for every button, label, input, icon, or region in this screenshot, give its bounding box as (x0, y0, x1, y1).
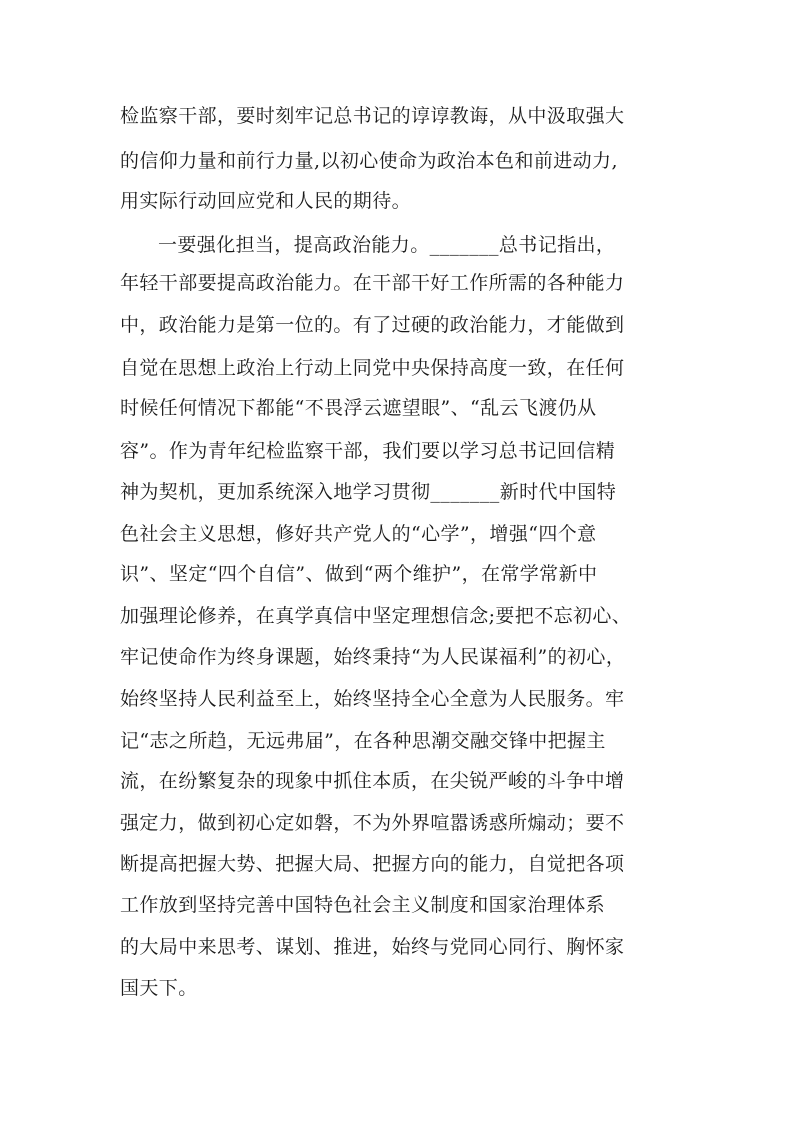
text-line: 流，在纷繁复杂的现象中抓住本质，在尖锐严峻的斗争中增 (120, 770, 625, 792)
text-line: 年轻干部要提高政治能力。在干部干好工作所需的各种能力 (120, 272, 625, 294)
text-line: 色社会主义思想，修好共产党人的“心学”，增强“四个意 (120, 523, 597, 545)
text-line: 断提高把握大势、把握大局、把握方向的能力，自觉把各项 (120, 853, 625, 875)
text-line: 中，政治能力是第一位的。有了过硬的政治能力，才能做到 (120, 314, 625, 336)
text-line: 工作放到坚持完善中国特色社会主义制度和国家治理体系 (120, 894, 606, 916)
text-line: 始终坚持人民利益至上，始终坚持全心全意为人民服务。牢 (120, 688, 625, 710)
text-line: 牢记使命作为终身课题，始终秉持“为人民谋福利”的初心， (120, 646, 626, 668)
text-line: 一要强化担当，提高政治能力。_______总书记指出， (158, 234, 616, 256)
text-line: 的大局中来思考、谋划、推进，始终与党同心同行、胸怀家 (120, 936, 625, 958)
text-line: 检监察干部，要时刻牢记总书记的谆谆教诲，从中汲取强大 (120, 105, 625, 127)
text-line: 神为契机，更加系统深入地学习贯彻_______新时代中国特 (120, 481, 617, 503)
text-line: 容”。作为青年纪检监察干部，我们要以学习总书记回信精 (120, 440, 616, 462)
text-line: 用实际行动回应党和人民的期待。 (120, 190, 412, 212)
text-line: 识”、坚定“四个自信”、做到“两个维护”，在常学常新中 (120, 563, 598, 585)
text-line: 加强理论修养，在真学真信中坚定理想信念;要把不忘初心、 (120, 605, 632, 627)
text-line: 自觉在思想上政治上行动上同党中央保持高度一致，在任何 (120, 357, 625, 379)
text-line: 时候任何情况下都能“不畏浮云遮望眼”、“乱云飞渡仍从 (120, 397, 597, 419)
text-line: 记“志之所趋，无远弗届”，在各种思潮交融交锋中把握主 (120, 730, 606, 752)
text-line: 强定力，做到初心定如磐，不为外界喧嚣诱惑所煽动；要不 (120, 812, 625, 834)
text-line: 国天下。 (120, 977, 198, 999)
text-line: 的信仰力量和前行力量,以初心使命为政治本色和前进动力, (120, 150, 618, 172)
